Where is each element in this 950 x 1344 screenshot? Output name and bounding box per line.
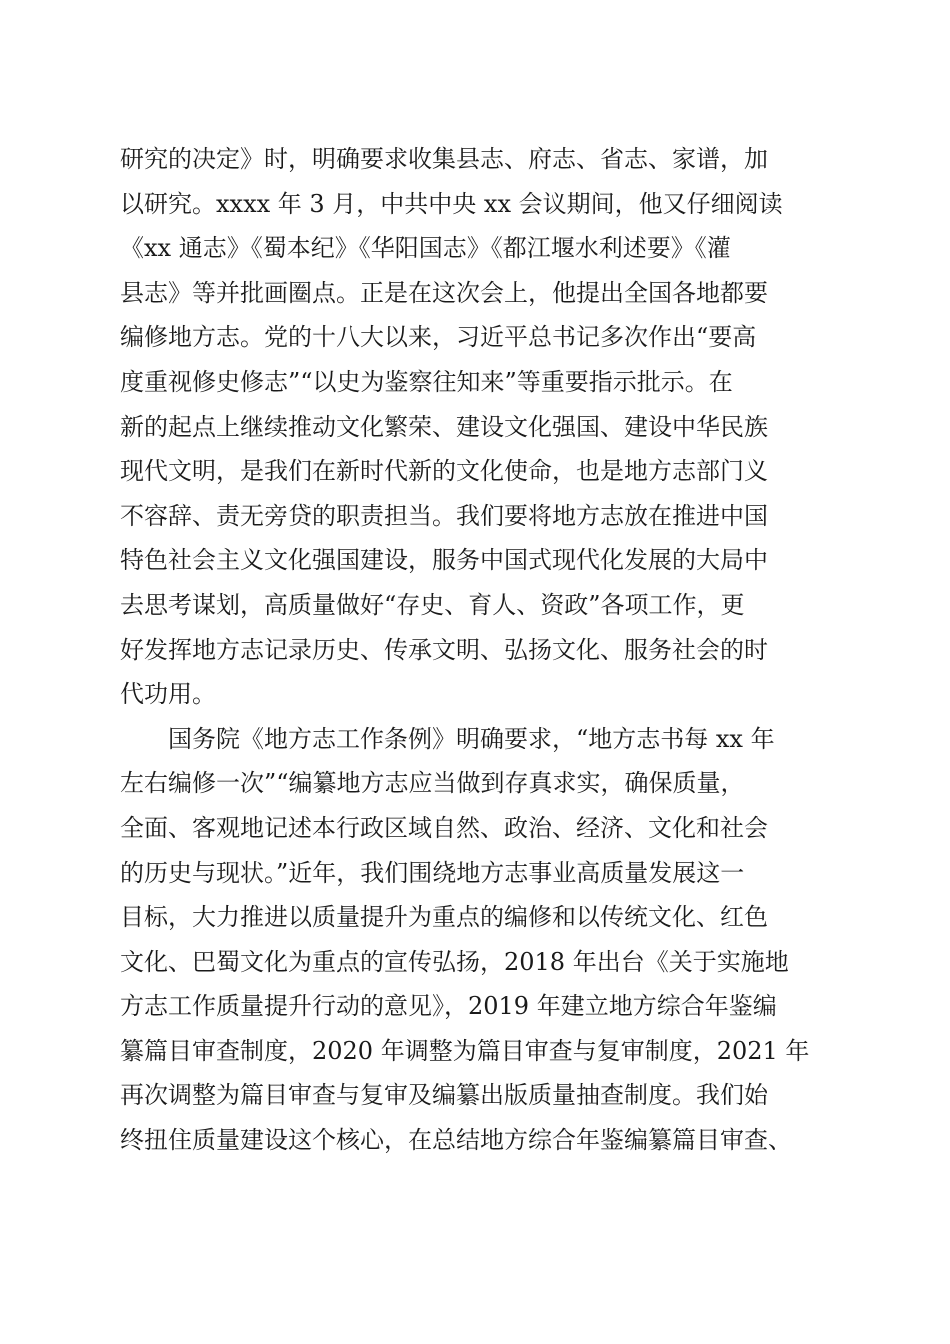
paragraph-line: 左右编修一次”“编纂地方志应当做到存真求实，确保质量，: [120, 769, 745, 798]
paragraph-line: 方志工作质量提升行动的意见》，2019 年建立地方综合年鉴编: [120, 992, 777, 1021]
paragraph-line: 特色社会主义文化强国建设，服务中国式现代化发展的大局中: [120, 546, 768, 575]
paragraph-line: 现代文明，是我们在新时代新的文化使命，也是地方志部门义: [120, 457, 768, 486]
paragraph-line: 新的起点上继续推动文化繁荣、建设文化强国、建设中华民族: [120, 412, 768, 441]
paragraph-line: 文化、巴蜀文化为重点的宣传弘扬，2018 年出台《关于实施地: [120, 947, 789, 976]
paragraph-line: 好发挥地方志记录历史、传承文明、弘扬文化、服务社会的时: [120, 635, 768, 664]
paragraph-line: 再次调整为篇目审查与复审及编纂出版质量抽查制度。我们始: [120, 1081, 768, 1110]
paragraph-line: 以研究。xxxx 年 3 月，中共中央 xx 会议期间，他又仔细阅读: [120, 189, 783, 218]
paragraph-line: 度重视修史修志”“以史为鉴察往知来”等重要指示批示。在: [120, 367, 733, 396]
paragraph-line: 《xx 通志》《蜀本纪》《华阳国志》《都江堰水利述要》《灌: [120, 234, 731, 263]
paragraph-line: 研究的决定》时，明确要求收集县志、府志、省志、家谱，加: [120, 145, 768, 173]
paragraph-line: 代功用。: [120, 680, 216, 709]
paragraph-line: 全面、客观地记述本行政区域自然、政治、经济、文化和社会: [120, 813, 768, 842]
paragraph-line: 国务院《地方志工作条例》明确要求，“地方志书每 xx 年: [168, 724, 775, 753]
paragraph-line: 县志》等并批画圈点。正是在这次会上，他提出全国各地都要: [120, 278, 768, 307]
document-body: [120, 137, 840, 1163]
paragraph-line: 编修地方志。党的十八大以来，习近平总书记多次作出“要高: [120, 323, 757, 352]
paragraph-line: 纂篇目审查制度，2020 年调整为篇目审查与复审制度，2021 年: [120, 1036, 810, 1065]
paragraph-line: 目标，大力推进以质量提升为重点的编修和以传统文化、红色: [120, 903, 768, 932]
paragraph-1: [120, 137, 840, 717]
paragraph-line: 不容辞、责无旁贷的职责担当。我们要将地方志放在推进中国: [120, 501, 768, 530]
paragraph-line: 去思考谋划，高质量做好“存史、育人、资政”各项工作，更: [120, 590, 745, 619]
paragraph-line: 终扭住质量建设这个核心，在总结地方综合年鉴编纂篇目审查、: [120, 1126, 792, 1155]
paragraph-2: [120, 717, 840, 1163]
paragraph-line: 的历史与现状。”近年，我们围绕地方志事业高质量发展这一: [120, 858, 745, 887]
